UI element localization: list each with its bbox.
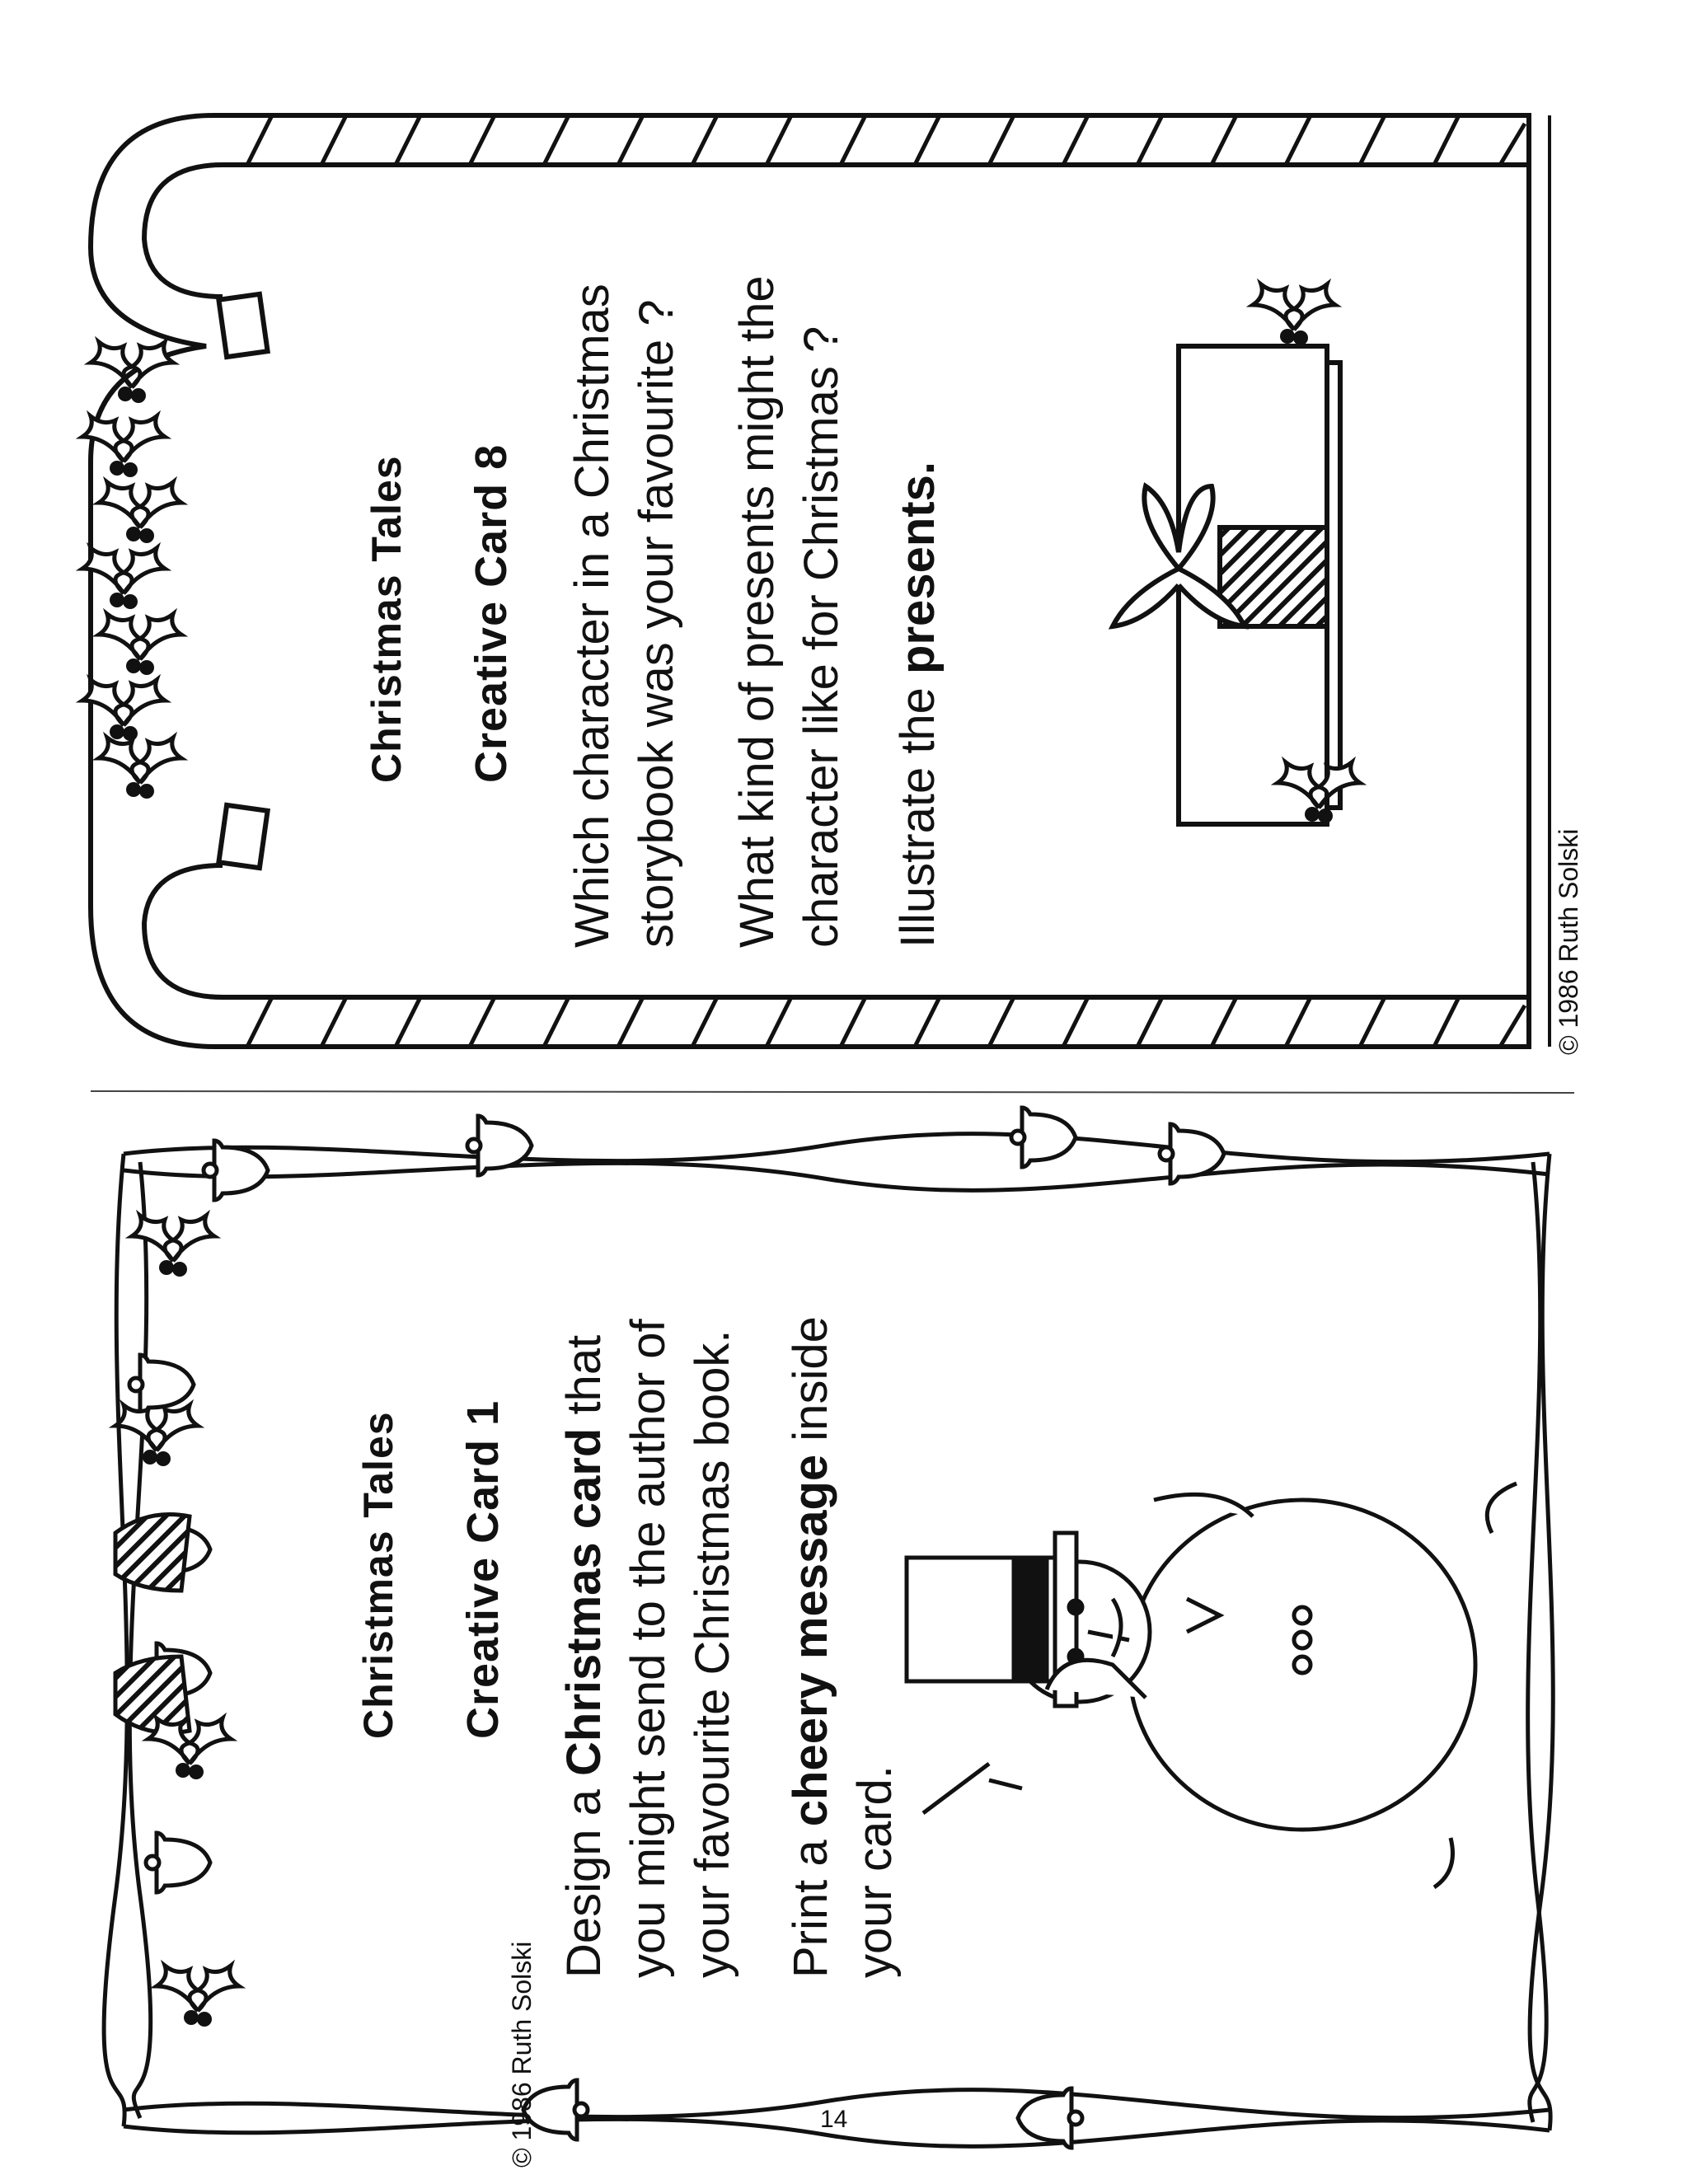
right-card-question-2 [725, 275, 854, 948]
paragraph-2-line-1 [779, 1316, 843, 1978]
paragraph-1-line-3: your favourite Christmas book. [686, 1329, 739, 1978]
para1-text-b: that [557, 1334, 611, 1428]
question-1-line-1: Which character in a Christmas [565, 284, 619, 948]
paragraph-1-line-1 [552, 1319, 617, 1978]
page-number: 14 [820, 2106, 848, 2133]
para2-bold: cheery message [784, 1454, 837, 1827]
left-card-copyright: © 1986 Ruth Solski [507, 1941, 537, 2168]
right-card-title: Creative Card 8 [467, 443, 516, 783]
right-card-copyright: © 1986 Ruth Solski [1554, 828, 1583, 1055]
paragraph-2-line-2: your card. [848, 1765, 902, 1978]
instruction-bold: presents. [891, 462, 945, 674]
right-card-instruction [886, 462, 950, 948]
para1-text-a: Design a [557, 1775, 611, 1978]
left-card-series-title: Christmas Tales [355, 1411, 401, 1739]
question-1-line-2: storybook was your favourite ? [630, 299, 683, 948]
left-card-paragraph-1 [552, 1319, 745, 1978]
para2-text-a: Print a [784, 1826, 837, 1978]
left-card-paragraph-2 [779, 1316, 907, 1978]
question-2-line-2: character like for Christmas ? [795, 326, 848, 948]
instruction-text: Illustrate the [891, 673, 945, 948]
para2-text-b: inside [784, 1316, 837, 1455]
para1-bold: Christmas card [557, 1427, 611, 1776]
left-card-title: Creative Card 1 [458, 1399, 508, 1739]
right-card-series-title: Christmas Tales [363, 455, 410, 783]
paragraph-1-line-2: you might send to the author of [621, 1319, 675, 1978]
right-card-question-1 [560, 284, 689, 948]
question-2-line-1: What kind of presents might the [730, 275, 784, 948]
